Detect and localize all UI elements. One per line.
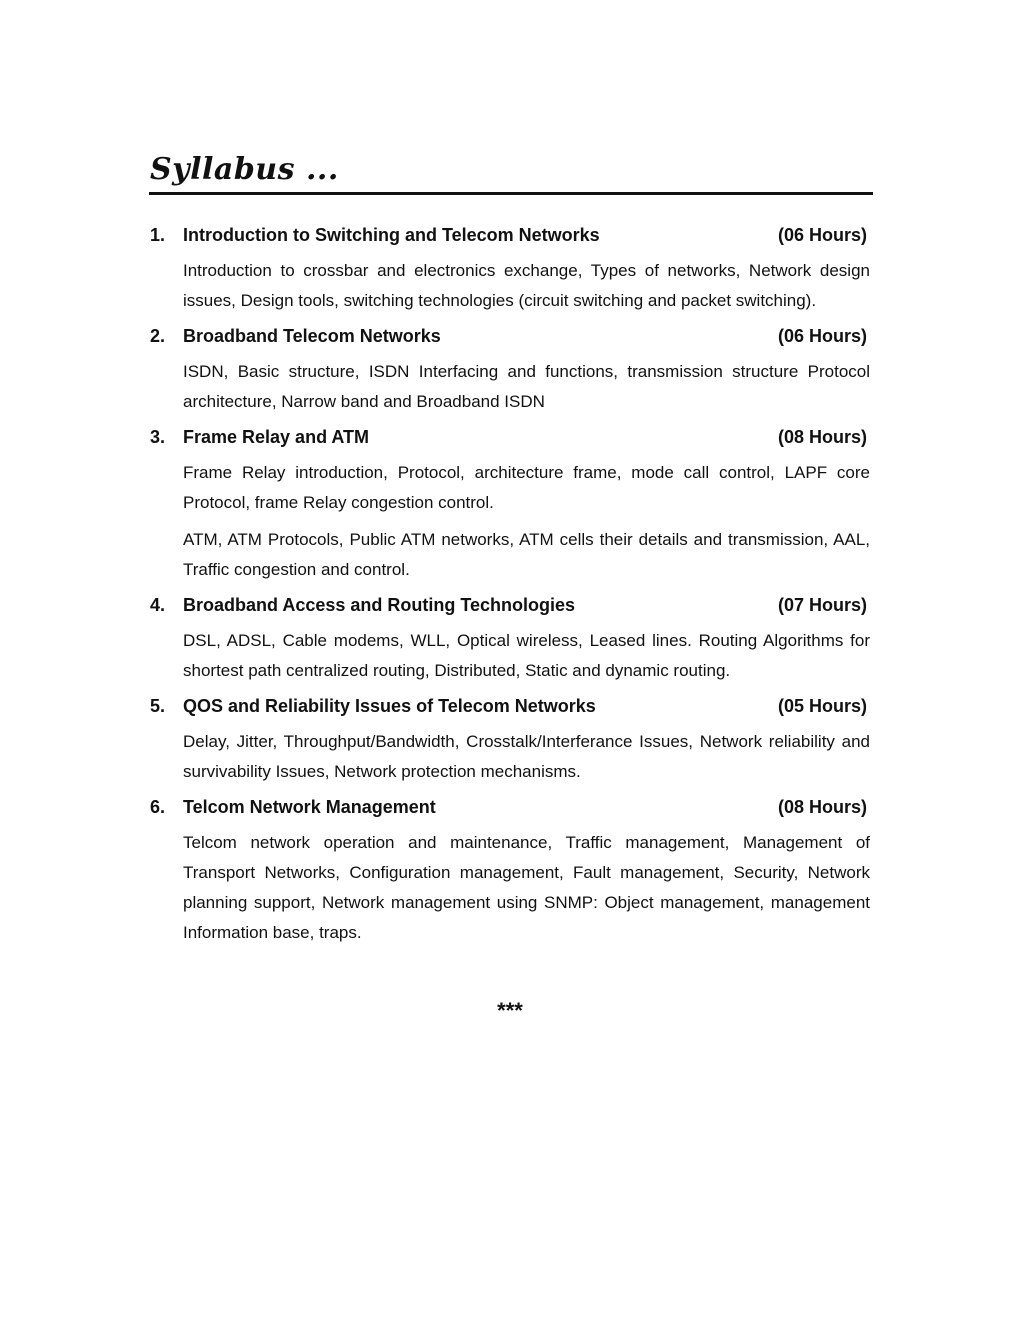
unit-hours: (06 Hours): [777, 326, 867, 346]
unit-description: ATM, ATM Protocols, Public ATM networks, ATM cells their details and transmission, AAL, Traffic congestion and control.: [183, 530, 870, 579]
unit-description: Telcom network operation and maintenance, Traffic management, Management of Transport Networks, Configuration management, Fault management, Security, Network planning support, Network management using SNMP: Object management, management Information base, traps.: [183, 833, 870, 942]
unit-heading: [149, 693, 871, 719]
unit-5: [149, 693, 871, 787]
unit-hours: (05 Hours): [777, 696, 867, 716]
unit-description: Delay, Jitter, Throughput/Bandwidth, Crosstalk/Interferance Issues, Network reliability and survivability Issues, Network protection mechanisms.: [183, 732, 870, 781]
unit-number: 3.: [150, 427, 166, 447]
page-title: Syllabus ...: [150, 152, 339, 187]
unit-number: 6.: [150, 797, 166, 817]
unit-heading: [149, 222, 871, 248]
unit-2: [149, 323, 871, 417]
unit-heading: [149, 424, 871, 450]
unit-hours: (07 Hours): [777, 595, 867, 615]
unit-1: [149, 222, 871, 316]
unit-6: [149, 794, 871, 948]
unit-description: Introduction to crossbar and electronics exchange, Types of networks, Network design issues, Design tools, switching technologies (circuit switching and packet switching).: [183, 261, 870, 310]
end-marker: ***: [497, 998, 523, 1023]
unit-number: 2.: [150, 326, 166, 346]
unit-heading: [149, 323, 871, 349]
unit-hours: (08 Hours): [777, 427, 867, 447]
unit-hours: (06 Hours): [777, 225, 867, 245]
unit-title: Frame Relay and ATM: [183, 427, 370, 447]
unit-number: 1.: [150, 225, 166, 245]
unit-3: [149, 424, 871, 585]
unit-number: 4.: [150, 595, 166, 615]
unit-description: Frame Relay introduction, Protocol, architecture frame, mode call control, LAPF core Protocol, frame Relay congestion control.: [183, 463, 870, 512]
unit-hours: (08 Hours): [777, 797, 867, 817]
unit-title: Telcom Network Management: [183, 797, 436, 817]
unit-heading: [149, 794, 871, 820]
unit-title: Broadband Telecom Networks: [183, 326, 441, 346]
syllabus-units: [149, 222, 871, 955]
unit-description: ISDN, Basic structure, ISDN Interfacing and functions, transmission structure Protocol architecture, Narrow band and Broadband ISDN: [183, 362, 870, 411]
title-underline: [149, 192, 873, 195]
unit-title: Broadband Access and Routing Technologies: [183, 595, 576, 615]
unit-title: Introduction to Switching and Telecom Networks: [183, 225, 600, 245]
unit-description: DSL, ADSL, Cable modems, WLL, Optical wireless, Leased lines. Routing Algorithms for shortest path centralized routing, Distributed, Static and dynamic routing.: [183, 631, 870, 680]
unit-4: [149, 592, 871, 686]
unit-number: 5.: [150, 696, 166, 716]
unit-heading: [149, 592, 871, 618]
unit-title: QOS and Reliability Issues of Telecom Networks: [183, 696, 596, 716]
